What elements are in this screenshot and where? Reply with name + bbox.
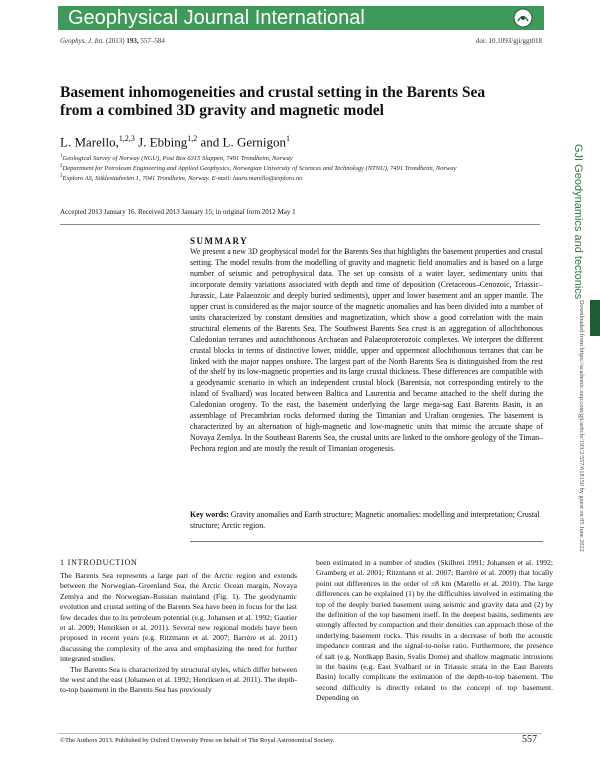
- affiliation: $^1$Geological Survey of Norway (NGU), Post Box 6315 Sluppen, 7491 Trondheim, Norway: [60, 154, 293, 163]
- author-name: J. Ebbing: [138, 134, 188, 150]
- paragraph: The Barents Sea is characterized by structural styles, which differ between the west and the east (Johansen et al. 1992; Henriksen et al. 2011). The depth-to-top basement in the Barents Sea has previously: [60, 664, 297, 695]
- divider: [58, 733, 542, 734]
- page-number: 557: [522, 734, 537, 745]
- copyright: ©The Authors 2013. Published by Oxford University Press on behalf of The Royal Astronomical Society.: [60, 737, 335, 744]
- article-title: Basement inhomogeneities and crustal setting in the Barents Sea from a combined 3D gravity and magnetic model: [60, 84, 486, 119]
- affiliation: $^3$Exploro AS, Stiklestadveien 1, 7041 Trondheim, Norway. E-mail: laura.marello@exploro.no: [60, 174, 303, 183]
- paragraph: been estimated in a number of studies (Skilbrei 1991; Johansen et al. 1992; Gramberg et al. 2001; Ritzmann et al. 2007; Barrère et al. 2009) that locally point out differences in the order of ±8 km (Marello et al. 2010). The large differences can be explained (1) by the difficulties involved in estimating the top of the deeply buried basement using seismic and gravity data and (2) by the definition of the top basement itself. In the deepest basins, sediments are strongly affected by compaction and their densities can approach those of the underlying basement rocks. This results in a decrease of both the acoustic impedance contrast and the signal-to-noise ratio. Furthermore, the presence of salt (e.g. Nordkapp Basin, Svalis Dome) and shallow magmatic intrusions in the basins (e.g. East Svalbard or in Triassic strata in the East Barents Basin) locally complicate the estimation of the depth-to-top basement. The second difficulty is directly related to the concept of top basement. Depending on: [316, 558, 553, 703]
- author-list: L. Marello,$^{1,2,3}$ J. Ebbing$^{1,2}$ and L. Gernigon$^1$: [60, 134, 291, 150]
- doi[interactable]: doi: 10.1093/gji/ggt018: [475, 37, 542, 45]
- section-label: GJI Geodynamics and tectonics: [572, 144, 584, 300]
- summary-text: We present a new 3D geophysical model for the Barents Sea that highlights the basement properties and crustal setting. The model results from the modelling of gravity and magnetic field anomalies and is based on a large number of seismic and petrophysical data. The set up consists of a water layer, sedimentary units that incorporate density variations associated with depth and time of deposition (Cretaceous–Cenozoic, Triassic–Jurassic, Late Palaeozoic and deeply buried sediments), upper and lower basement and an upper mantle. The upper crust is considered as the major source of the magnetic anomalies and has been divided into a number of units characterized by constant densities and magnetization, which show a good correlation with the main structural elements of the Barents Sea. The Southwest Barents Sea crust is an aggregation of allochthonous Caledonian terranes and autochthonous Archaean and Palaeoproterozoic complexes. We interpret the different crustal blocks in terms of distinctive lower, middle, upper and uppermost allochthonous terranes that can be linked with the major nappes onshore. The largest part of the North Barents Sea is distinguished from the rest of the shelf by its low-magnetic properties and its large crustal thickness. These differences are compatible with a geodynamic scenario in which an independent crustal block (Barentsia, not corresponding entirely to the island of Svalbard) was located between Baltica and Laurentia and became attached to the shelf during the Caledonian orogeny. To the east, the basement underlying the large mega-sag East Barents Basin, is an assemblage of Precambrian rocks deformed during the Timanian and Uralian orogenies. The basement is characterized by an alternation of high-magnetic and low-magnetic units that mimic the arcuate shape of Novaya Zemlya. In the Southeast Barents Sea, the crustal units are linked to the onshore geology of the Timan–Pechora region and are mostly the result of Timanian orogenesis.: [190, 247, 543, 454]
- citation: Geophys. J. Int. (2013) 193, 557–584: [60, 37, 165, 45]
- journal-name: Geophysical Journal International: [68, 7, 365, 29]
- keywords-text: Gravity anomalies and Earth structure; Magnetic anomalies: modelling and interpretation; Crustal structure; Arctic region.: [190, 510, 540, 530]
- divider: [60, 224, 540, 225]
- keywords: [190, 510, 543, 532]
- keywords-label: Key words:: [190, 510, 229, 519]
- download-note: Downloaded from https://academic.oup.com/gji/article/193/2/557/618150 by guest on 05 June 2022: [578, 300, 585, 552]
- summary-heading: SUMMARY: [190, 236, 249, 246]
- section-heading: 1 INTRODUCTION: [60, 558, 138, 567]
- affiliation: $^2$Department for Petroleum Engineering and Applied Geophysics, Norwegian University of Sciences and Technology (NTNU), 7491 Trondheim, Norway: [60, 164, 457, 173]
- author-name: L. Marello,: [60, 134, 119, 150]
- accepted-dates: Accepted 2013 January 16. Received 2013 January 15; in original form 2012 May 1: [60, 208, 296, 216]
- side-marker: [590, 300, 600, 336]
- paragraph: The Barents Sea represents a large part of the Arctic region and extends between the Norwegian–Greenland Sea, the Arctic Ocean margin, Novaya Zemlya and the Norwegian–Russian mainland (Fig. 1). The geodynamic evolution and crustal setting of the Barents Sea have been in focus for the last few decades due to its petroleum potential (e.g. Johansen et al. 1992; Gautier et al. 2009; Henriksen et al. 2011). Several new regional models have been proposed in recent years (e.g. Ritzmann et al. 2007; Barrère et al. 2011) discussing the complexity of the area and emphasizing the need for further integrated studies.: [60, 571, 297, 664]
- body-column-right: [316, 558, 553, 704]
- body-column-left: [60, 571, 297, 696]
- author-name: L. Gernigon: [222, 134, 287, 150]
- society-logo: [513, 8, 533, 28]
- divider: [190, 541, 543, 542]
